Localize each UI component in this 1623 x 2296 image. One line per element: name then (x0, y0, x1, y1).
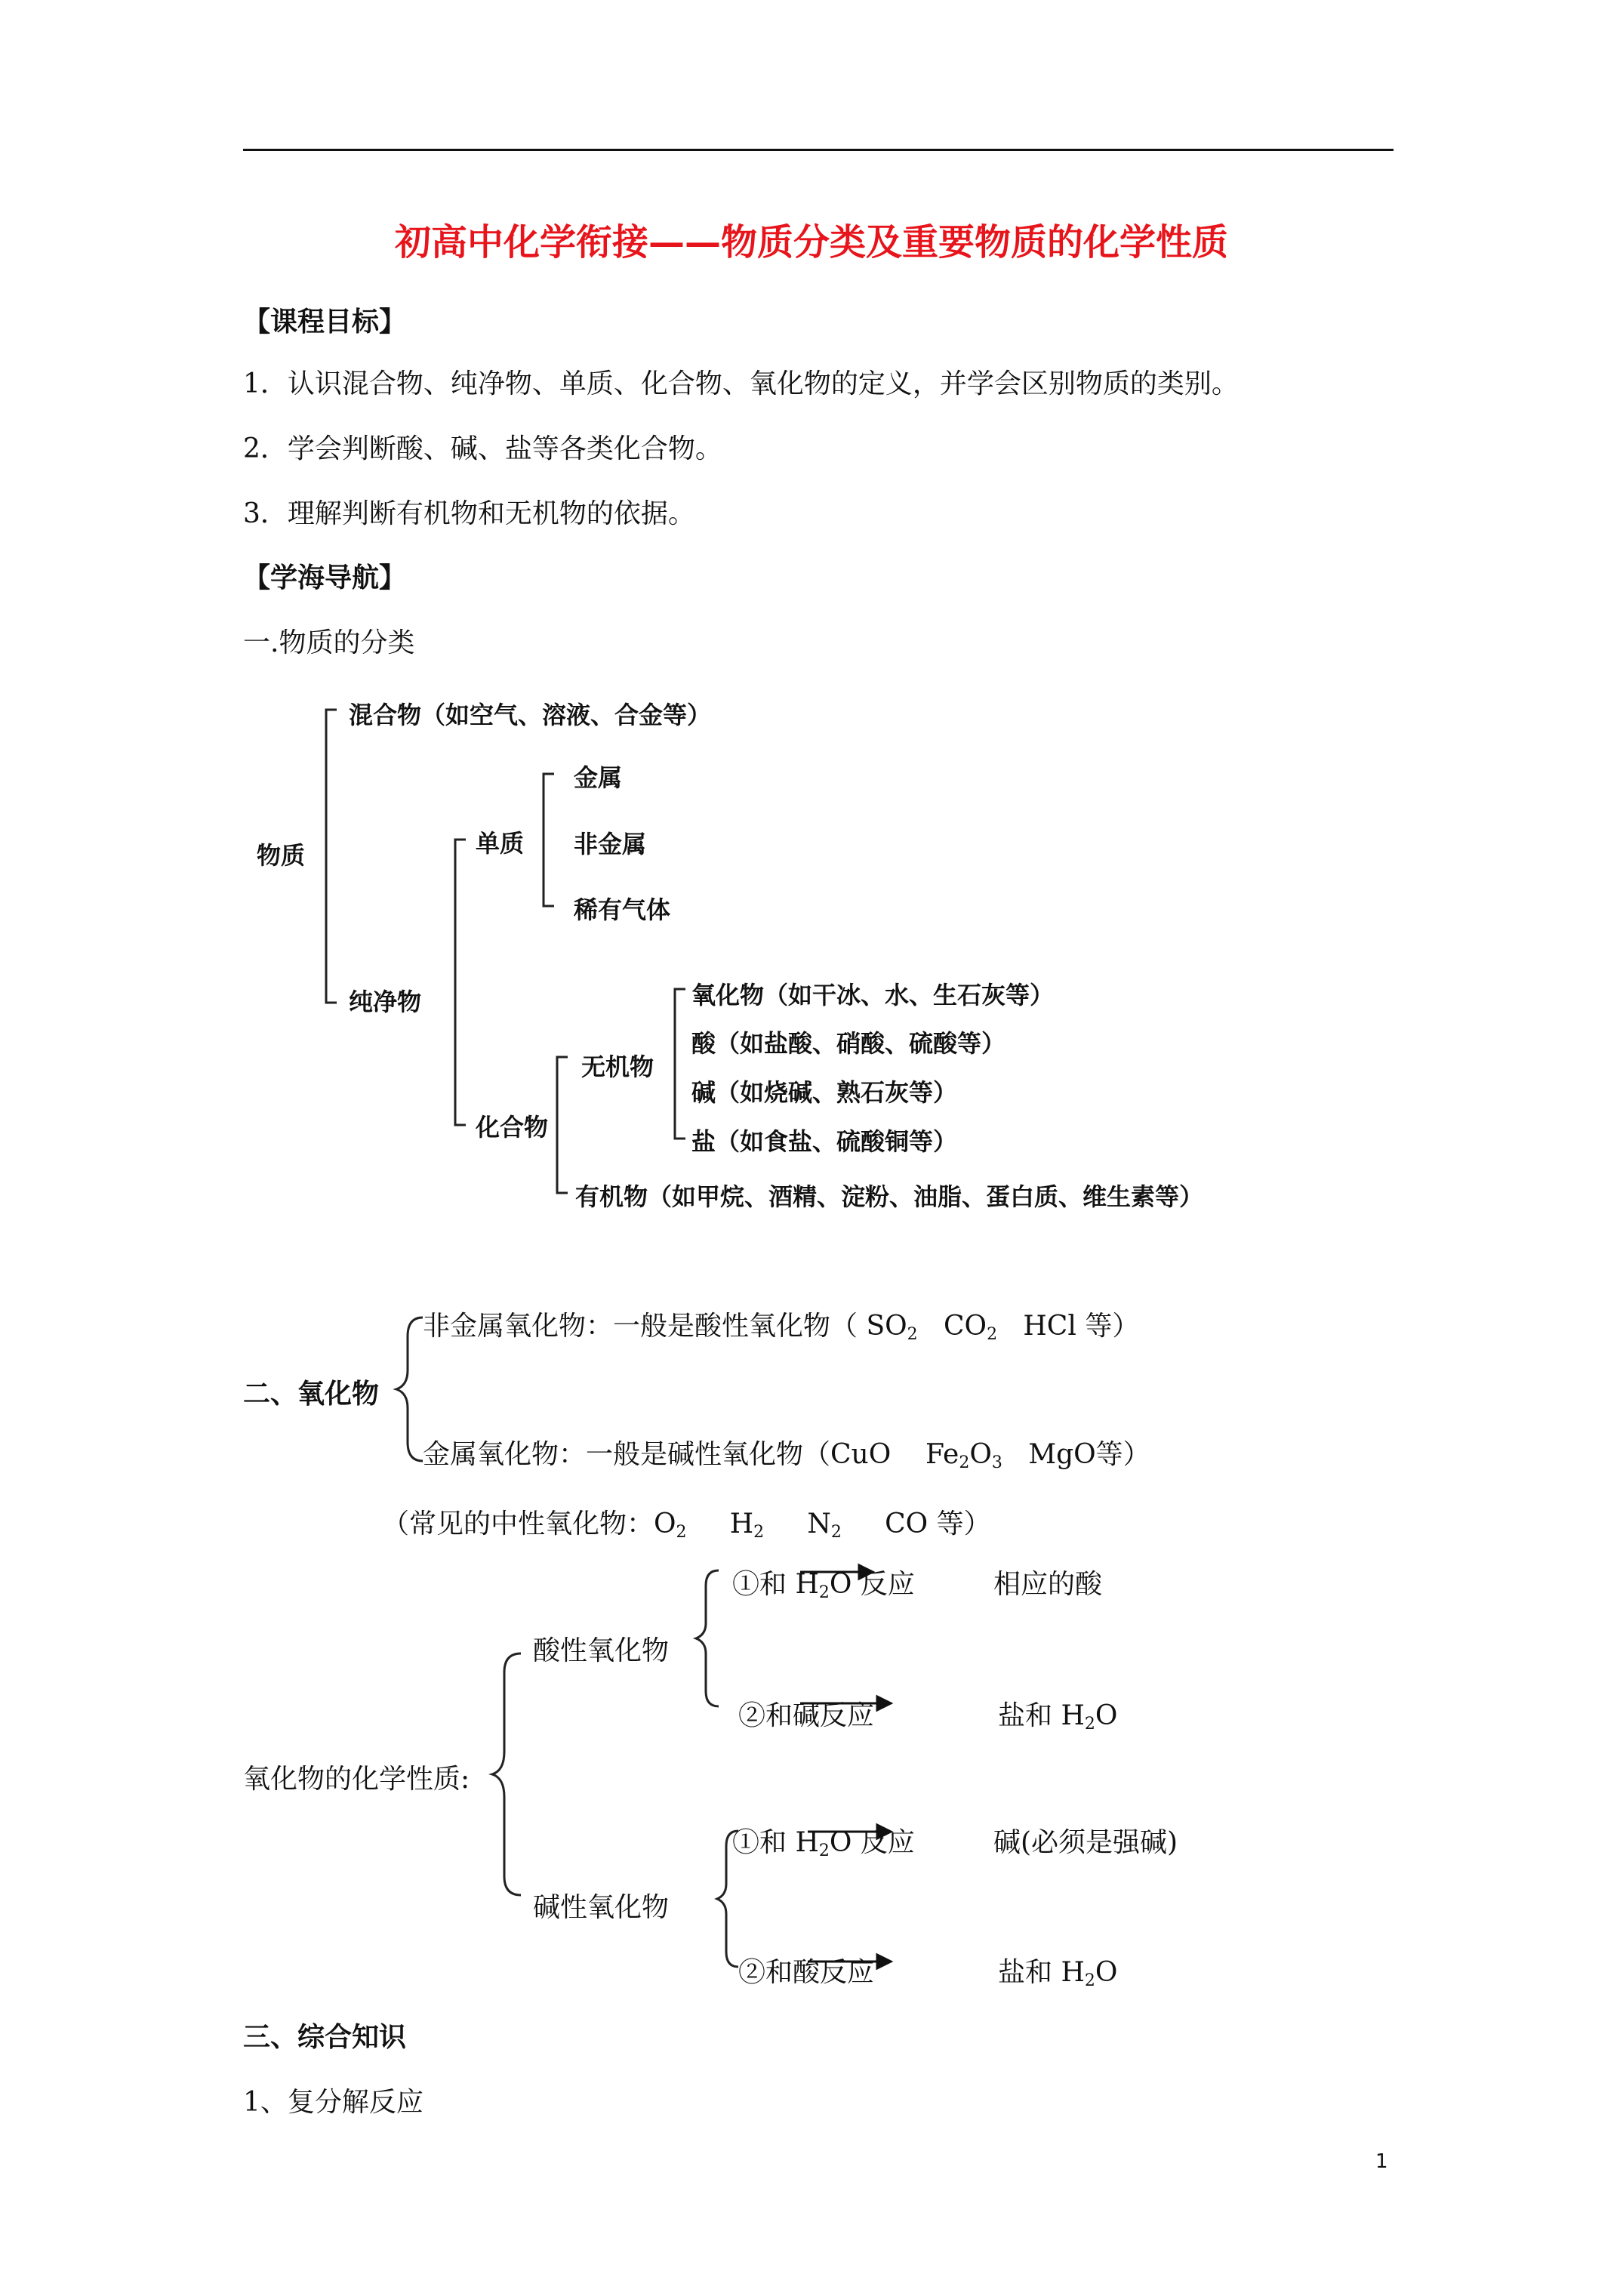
page-number: 1 (1375, 2150, 1388, 2173)
nonmetal-oxide-label: 非金属氧化物：一般是酸性氧化物（ (423, 1311, 858, 1342)
formula-co: CO (885, 1509, 929, 1539)
formula-hcl: HCl (1023, 1311, 1076, 1342)
node-salt: 盐（如食盐、硫酸铜等） (691, 1127, 958, 1156)
section2-heading: 二、氧化物 (243, 1378, 380, 1410)
formula-so2: $SO_2$ (866, 1311, 918, 1344)
basic-product-salt-water: 盐和 $H_2O$ (998, 1957, 1118, 1990)
metal-oxide-line (423, 1433, 1150, 1472)
node-inorganic: 无机物 (581, 1052, 654, 1081)
section3-sub1: 1、复分解反应 (243, 2087, 423, 2118)
nav-heading: 【学海导航】 (243, 562, 407, 593)
neutral-oxide-end: 等） (936, 1509, 991, 1539)
neutral-oxide-line: （常见的中性氧化物：$O_2$ $H_2$ $N_2$ CO 等） (382, 1509, 991, 1542)
acidic-product-acid: 相应的酸 (993, 1569, 1103, 1600)
node-noble-gas: 稀有气体 (574, 895, 671, 924)
properties-root: 氧化物的化学性质: (243, 1764, 470, 1795)
acidic-oxide-label: 酸性氧化物 (533, 1635, 670, 1666)
node-element: 单质 (476, 829, 525, 858)
node-mixture: 混合物（如空气、溶液、合金等） (349, 701, 712, 729)
node-metal: 金属 (574, 763, 623, 792)
formula-n2: $N_2$ (807, 1509, 842, 1542)
page-title: 初高中化学衔接——物质分类及重要物质的化学性质 (394, 221, 1228, 264)
acidic-product-salt-water: 盐和 $H_2O$ (998, 1700, 1118, 1734)
metal-oxide-end: 等） (1095, 1439, 1150, 1470)
formula-fe2o3: $Fe_2O_3$ (925, 1439, 1002, 1472)
node-nonmetal: 非金属 (574, 830, 647, 858)
node-organic: 有机物（如甲烷、酒精、淀粉、油脂、蛋白质、维生素等） (575, 1182, 1204, 1211)
goal-item-3: 3．理解判断有机物和无机物的依据。 (243, 498, 695, 529)
node-oxide: 氧化物（如干冰、水、生石灰等） (691, 981, 1055, 1009)
basic-product-base: 碱(必须是强碱) (993, 1827, 1178, 1858)
nonmetal-oxide-line (423, 1305, 1139, 1344)
node-base: 碱（如烧碱、熟石灰等） (691, 1078, 958, 1107)
section1-heading: 一.物质的分类 (243, 627, 415, 658)
nonmetal-oxide-end: 等） (1085, 1311, 1140, 1342)
goal-item-1: 1．认识混合物、纯净物、单质、化合物、氧化物的定义，并学会区别物质的类别。 (243, 368, 1239, 399)
basic-oxide-label: 碱性氧化物 (533, 1892, 670, 1923)
node-matter: 物质 (257, 841, 306, 870)
section3-heading: 三、综合知识 (243, 2021, 407, 2053)
acidic-reaction-water: ①和 $H_2O$ 反应 (732, 1569, 915, 1602)
formula-co2: $CO_2$ (944, 1311, 998, 1344)
basic-reaction-acid: ②和酸反应 (738, 1957, 875, 1988)
goal-item-2: 2．学会判断酸、碱、盐等各类化合物。 (243, 433, 722, 464)
node-pure: 纯净物 (349, 988, 422, 1016)
basic-reaction-water: ①和 $H_2O$ 反应 (732, 1827, 915, 1860)
node-acid: 酸（如盐酸、硝酸、硫酸等） (691, 1029, 1006, 1058)
metal-oxide-label: 金属氧化物：一般是碱性氧化物（CuO (423, 1439, 892, 1470)
acidic-reaction-base: ②和碱反应 (738, 1700, 875, 1731)
formula-mgo: MgO (1028, 1439, 1096, 1470)
node-compound: 化合物 (476, 1113, 549, 1142)
goals-heading: 【课程目标】 (243, 306, 407, 337)
formula-h2: $H_2$ (729, 1509, 765, 1542)
neutral-oxide-label: （常见的中性氧化物：O (382, 1509, 676, 1539)
